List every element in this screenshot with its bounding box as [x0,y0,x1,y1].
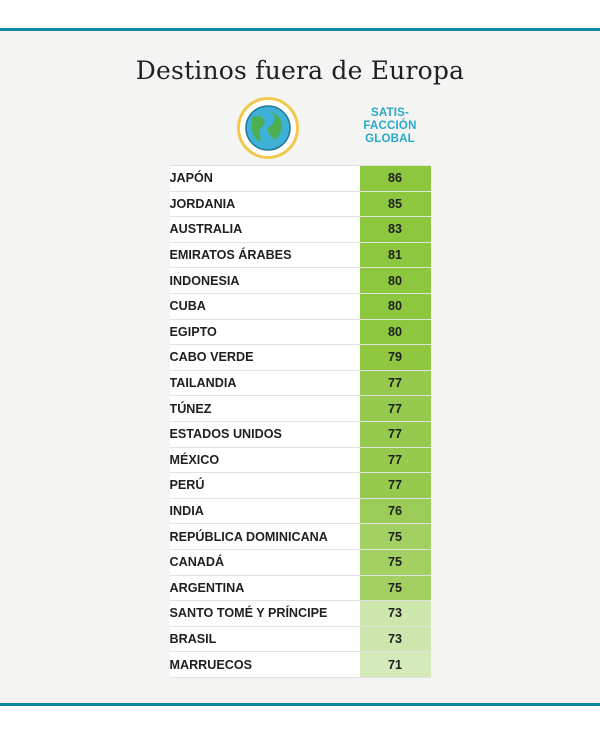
satisfaction-value: 73 [360,626,431,652]
country-name: REPÚBLICA DOMINICANA [170,524,360,550]
table-row [170,498,431,524]
table-row [170,447,431,473]
country-name: AUSTRALIA [170,217,360,243]
table-body [170,166,431,678]
table-row [170,626,431,652]
country-name: EMIRATOS ÁRABES [170,242,360,268]
table-row [170,191,431,217]
country-name: BRASIL [170,626,360,652]
country-name: MÉXICO [170,447,360,473]
table-header [0,97,600,165]
satisfaction-value: 75 [360,524,431,550]
country-name: CANADÁ [170,549,360,575]
country-name: TAILANDIA [170,370,360,396]
page-title: Destinos fuera de Europa [135,56,465,85]
satisfaction-value: 73 [360,601,431,627]
satisfaction-value: 80 [360,268,431,294]
destinations-table [170,165,431,678]
satisfaction-value: 83 [360,217,431,243]
satisfaction-value: 75 [360,549,431,575]
country-name: TÚNEZ [170,396,360,422]
table-row [170,549,431,575]
column-header-line-2: FACCIÓN [363,120,417,132]
table-row [170,166,431,192]
bottom-divider [0,703,600,706]
table-row [170,396,431,422]
satisfaction-value: 79 [360,345,431,371]
table-row [170,217,431,243]
country-name: SANTO TOMÉ Y PRÍNCIPE [170,601,360,627]
satisfaction-value: 81 [360,242,431,268]
infographic-panel [0,31,600,703]
satisfaction-value: 77 [360,421,431,447]
satisfaction-value: 85 [360,191,431,217]
country-name: ARGENTINA [170,575,360,601]
globe-icon [237,97,301,161]
table-row [170,319,431,345]
table-row [170,345,431,371]
country-name: PERÚ [170,473,360,499]
satisfaction-value: 77 [360,370,431,396]
satisfaction-value: 71 [360,652,431,678]
country-name: JORDANIA [170,191,360,217]
table-row [170,293,431,319]
table-row [170,268,431,294]
country-name: MARRUECOS [170,652,360,678]
table-row [170,652,431,678]
country-name: INDIA [170,498,360,524]
country-name: EGIPTO [170,319,360,345]
table-row [170,242,431,268]
satisfaction-value: 76 [360,498,431,524]
satisfaction-value: 80 [360,319,431,345]
globe-icon-svg [244,104,292,152]
satisfaction-value: 86 [360,166,431,192]
country-name: ESTADOS UNIDOS [170,421,360,447]
column-header-satisfaction [354,107,426,146]
country-name: CABO VERDE [170,345,360,371]
table-row [170,473,431,499]
satisfaction-value: 77 [360,447,431,473]
country-name: CUBA [170,293,360,319]
table-row [170,421,431,447]
table-row [170,575,431,601]
satisfaction-value: 75 [360,575,431,601]
country-name: JAPÓN [170,166,360,192]
satisfaction-value: 77 [360,473,431,499]
country-name: INDONESIA [170,268,360,294]
table-row [170,601,431,627]
table-row [170,524,431,550]
table-row [170,370,431,396]
column-header-line-3: GLOBAL [365,133,415,145]
satisfaction-value: 80 [360,293,431,319]
satisfaction-value: 77 [360,396,431,422]
column-header-line-1: SATIS- [370,107,410,119]
